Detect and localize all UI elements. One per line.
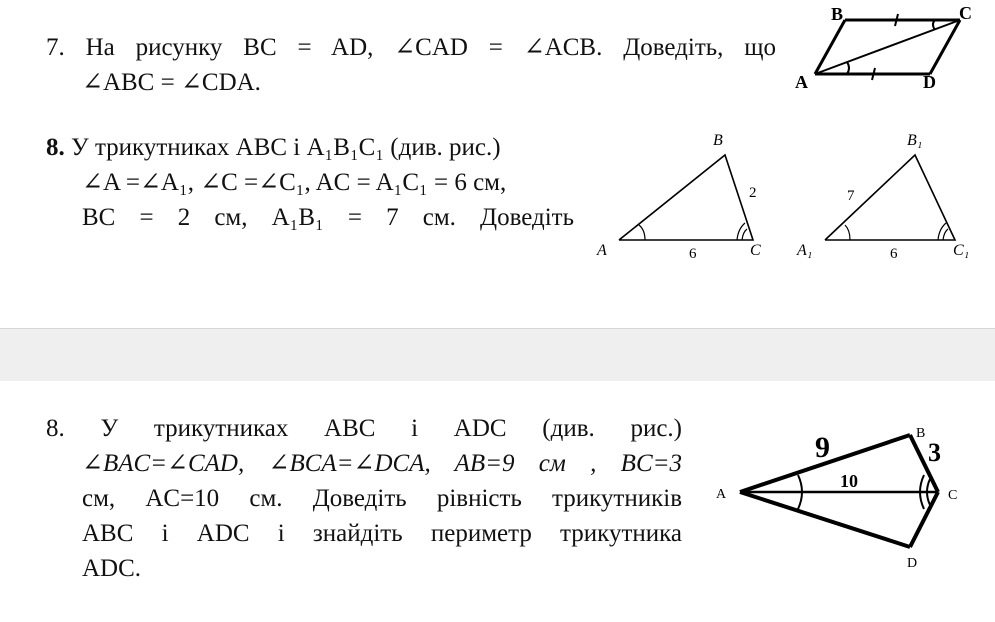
problem-8-top-line-1	[46, 130, 574, 165]
problem-7-text-2: ∠ABC = ∠CDA.	[82, 69, 261, 96]
problem-8-bottom-text-3: см, AC=10 см. Доведіть рівність трикутників	[82, 485, 682, 512]
problem-8-top	[46, 130, 574, 235]
kite-side-ab: 9	[815, 431, 830, 464]
problem-7-line-1	[46, 30, 776, 65]
problem-8-top-text-3: BC = 2 см, A₁B₁ = 7 см. Доведіть	[82, 204, 574, 231]
kite-label-c: C	[948, 488, 958, 503]
problem-8-bottom-line-1	[46, 411, 682, 446]
problem-8-top-figure	[595, 125, 985, 275]
fig7-label-b: B	[831, 4, 844, 24]
problem-7	[46, 30, 776, 100]
tri2-side-ab: 7	[847, 188, 855, 204]
kite-label-a: A	[716, 487, 727, 502]
problem-7-text-1: На рисунку BC = AD, ∠CAD = ∠ACB. Доведіть, що	[85, 34, 777, 61]
tri1-label-b: B	[713, 132, 723, 149]
problem-8-bottom-figure	[710, 419, 980, 609]
problem-8-bottom	[46, 411, 682, 586]
tri1-label-a: A	[597, 242, 607, 259]
problem-8-bottom-text-4: ABC і ADC і знайдіть периметр трикутника	[82, 520, 682, 547]
section-gap	[0, 329, 995, 381]
kite-label-b: B	[916, 426, 926, 441]
problem-8-bottom-text-5: ADC.	[82, 555, 142, 582]
problem-8-bottom-text-1: У трикутниках ABC і ADC (див. рис.)	[100, 415, 683, 442]
problem-7-number: 7.	[46, 34, 65, 61]
problem-8-bottom-text-2: ∠BAC=∠CAD, ∠BCA=∠DCA, AB=9 см , BC=3	[82, 450, 682, 477]
problem-7-figure	[795, 2, 975, 92]
tri2-label-a1: A₁	[797, 242, 813, 259]
tri1-side-ac: 6	[689, 246, 697, 262]
tri2-label-b1: B₁	[907, 132, 923, 149]
tri2-side-ac: 6	[890, 246, 898, 262]
fig7-label-a: A	[795, 72, 808, 92]
problem-8-top-number: 8.	[46, 134, 65, 161]
problem-8-top-text-2: ∠A =∠A₁, ∠C =∠C₁, AC = A₁C₁ = 6 см,	[82, 169, 507, 196]
bottom-card	[0, 381, 995, 622]
tri1-side-bc: 2	[749, 185, 757, 201]
problem-8-top-text-1: У трикутниках ABC і A₁B₁C₁ (див. рис.)	[71, 134, 501, 161]
tri2-label-c1: C₁	[953, 242, 970, 259]
fig7-label-d: D	[923, 72, 936, 92]
kite-label-d: D	[907, 556, 918, 571]
kite-side-bc: 3	[928, 438, 941, 467]
problem-8-bottom-number: 8.	[46, 415, 65, 442]
kite-side-ac: 10	[840, 471, 858, 491]
tri1-label-c: C	[750, 242, 761, 259]
fig7-label-c: C	[959, 3, 972, 23]
